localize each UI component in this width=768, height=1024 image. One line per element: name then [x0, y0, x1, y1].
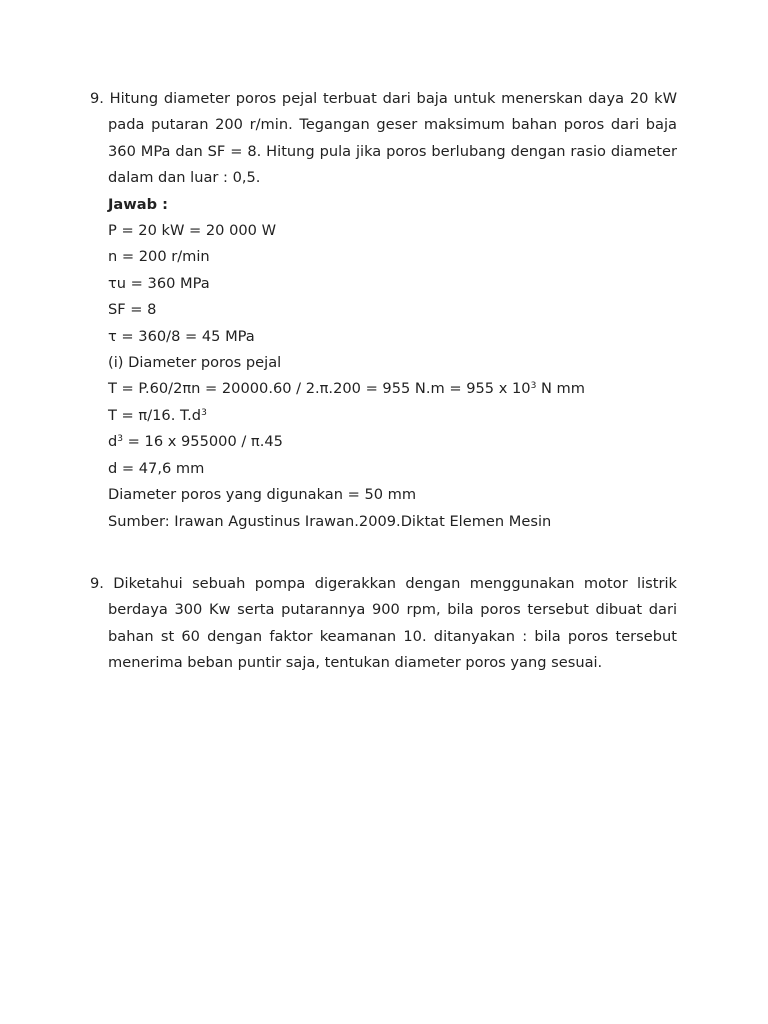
- solid-shaft-heading: (i) Diameter poros pejal: [108, 354, 282, 372]
- given-ultimate-shear-stress: τu = 360 MPa: [108, 274, 210, 292]
- torque-formula-exponent: 3: [201, 407, 207, 418]
- torque-calculation-exponent: 3: [530, 381, 537, 392]
- diameter-result: d = 47,6 mm: [108, 459, 205, 477]
- diameter-cubed-symbol: d: [108, 433, 118, 451]
- torque-calculation-unit: N mm: [536, 380, 585, 398]
- problem-1: [90, 86, 677, 535]
- diameter-cubed-exponent: 3: [117, 434, 124, 445]
- given-speed: n = 200 r/min: [108, 248, 210, 266]
- diameter-cubed-text: = 16 x 955000 / π.45: [123, 433, 283, 451]
- diameter-cubed: [108, 429, 677, 455]
- problem-2: [90, 571, 677, 677]
- problem-1-answer: [90, 192, 677, 535]
- torque-calculation: [108, 376, 677, 402]
- allowable-shear-stress: τ = 360/8 = 45 MPa: [108, 327, 255, 345]
- problem-1-question: 9. Hitung diameter poros pejal terbuat dari baja untuk menerskan daya 20 kW pada putaran 200 r/min. Tegangan geser maksimum bahan poros dari baja 360 MPa dan SF = 8. Hitung pula jika poros berlubang dengan rasio diameter dalam dan luar : 0,5.: [90, 90, 677, 187]
- selected-diameter: Diameter poros yang digunakan = 50 mm: [108, 486, 417, 504]
- given-power: P = 20 kW = 20 000 W: [108, 222, 277, 240]
- torque-formula-text: T = π/16. T.d: [108, 406, 202, 424]
- torque-formula: [108, 403, 677, 429]
- source-citation: Sumber: Irawan Agustinus Irawan.2009.Diktat Elemen Mesin: [108, 512, 552, 530]
- problem-2-question: 9. Diketahui sebuah pompa digerakkan dengan menggunakan motor listrik berdaya 300 Kw serta putarannya 900 rpm, bila poros tersebut dibuat dari bahan st 60 dengan faktor keamanan 10. ditanyakan : bila poros tersebut menerima beban puntir saja, tentukan diameter poros yang sesuai.: [90, 575, 677, 672]
- given-safety-factor: SF = 8: [108, 301, 157, 319]
- answer-heading: Jawab :: [108, 195, 168, 213]
- torque-calculation-text: T = P.60/2πn = 20000.60 / 2.π.200 = 955 N.m = 955 x 10: [108, 380, 531, 398]
